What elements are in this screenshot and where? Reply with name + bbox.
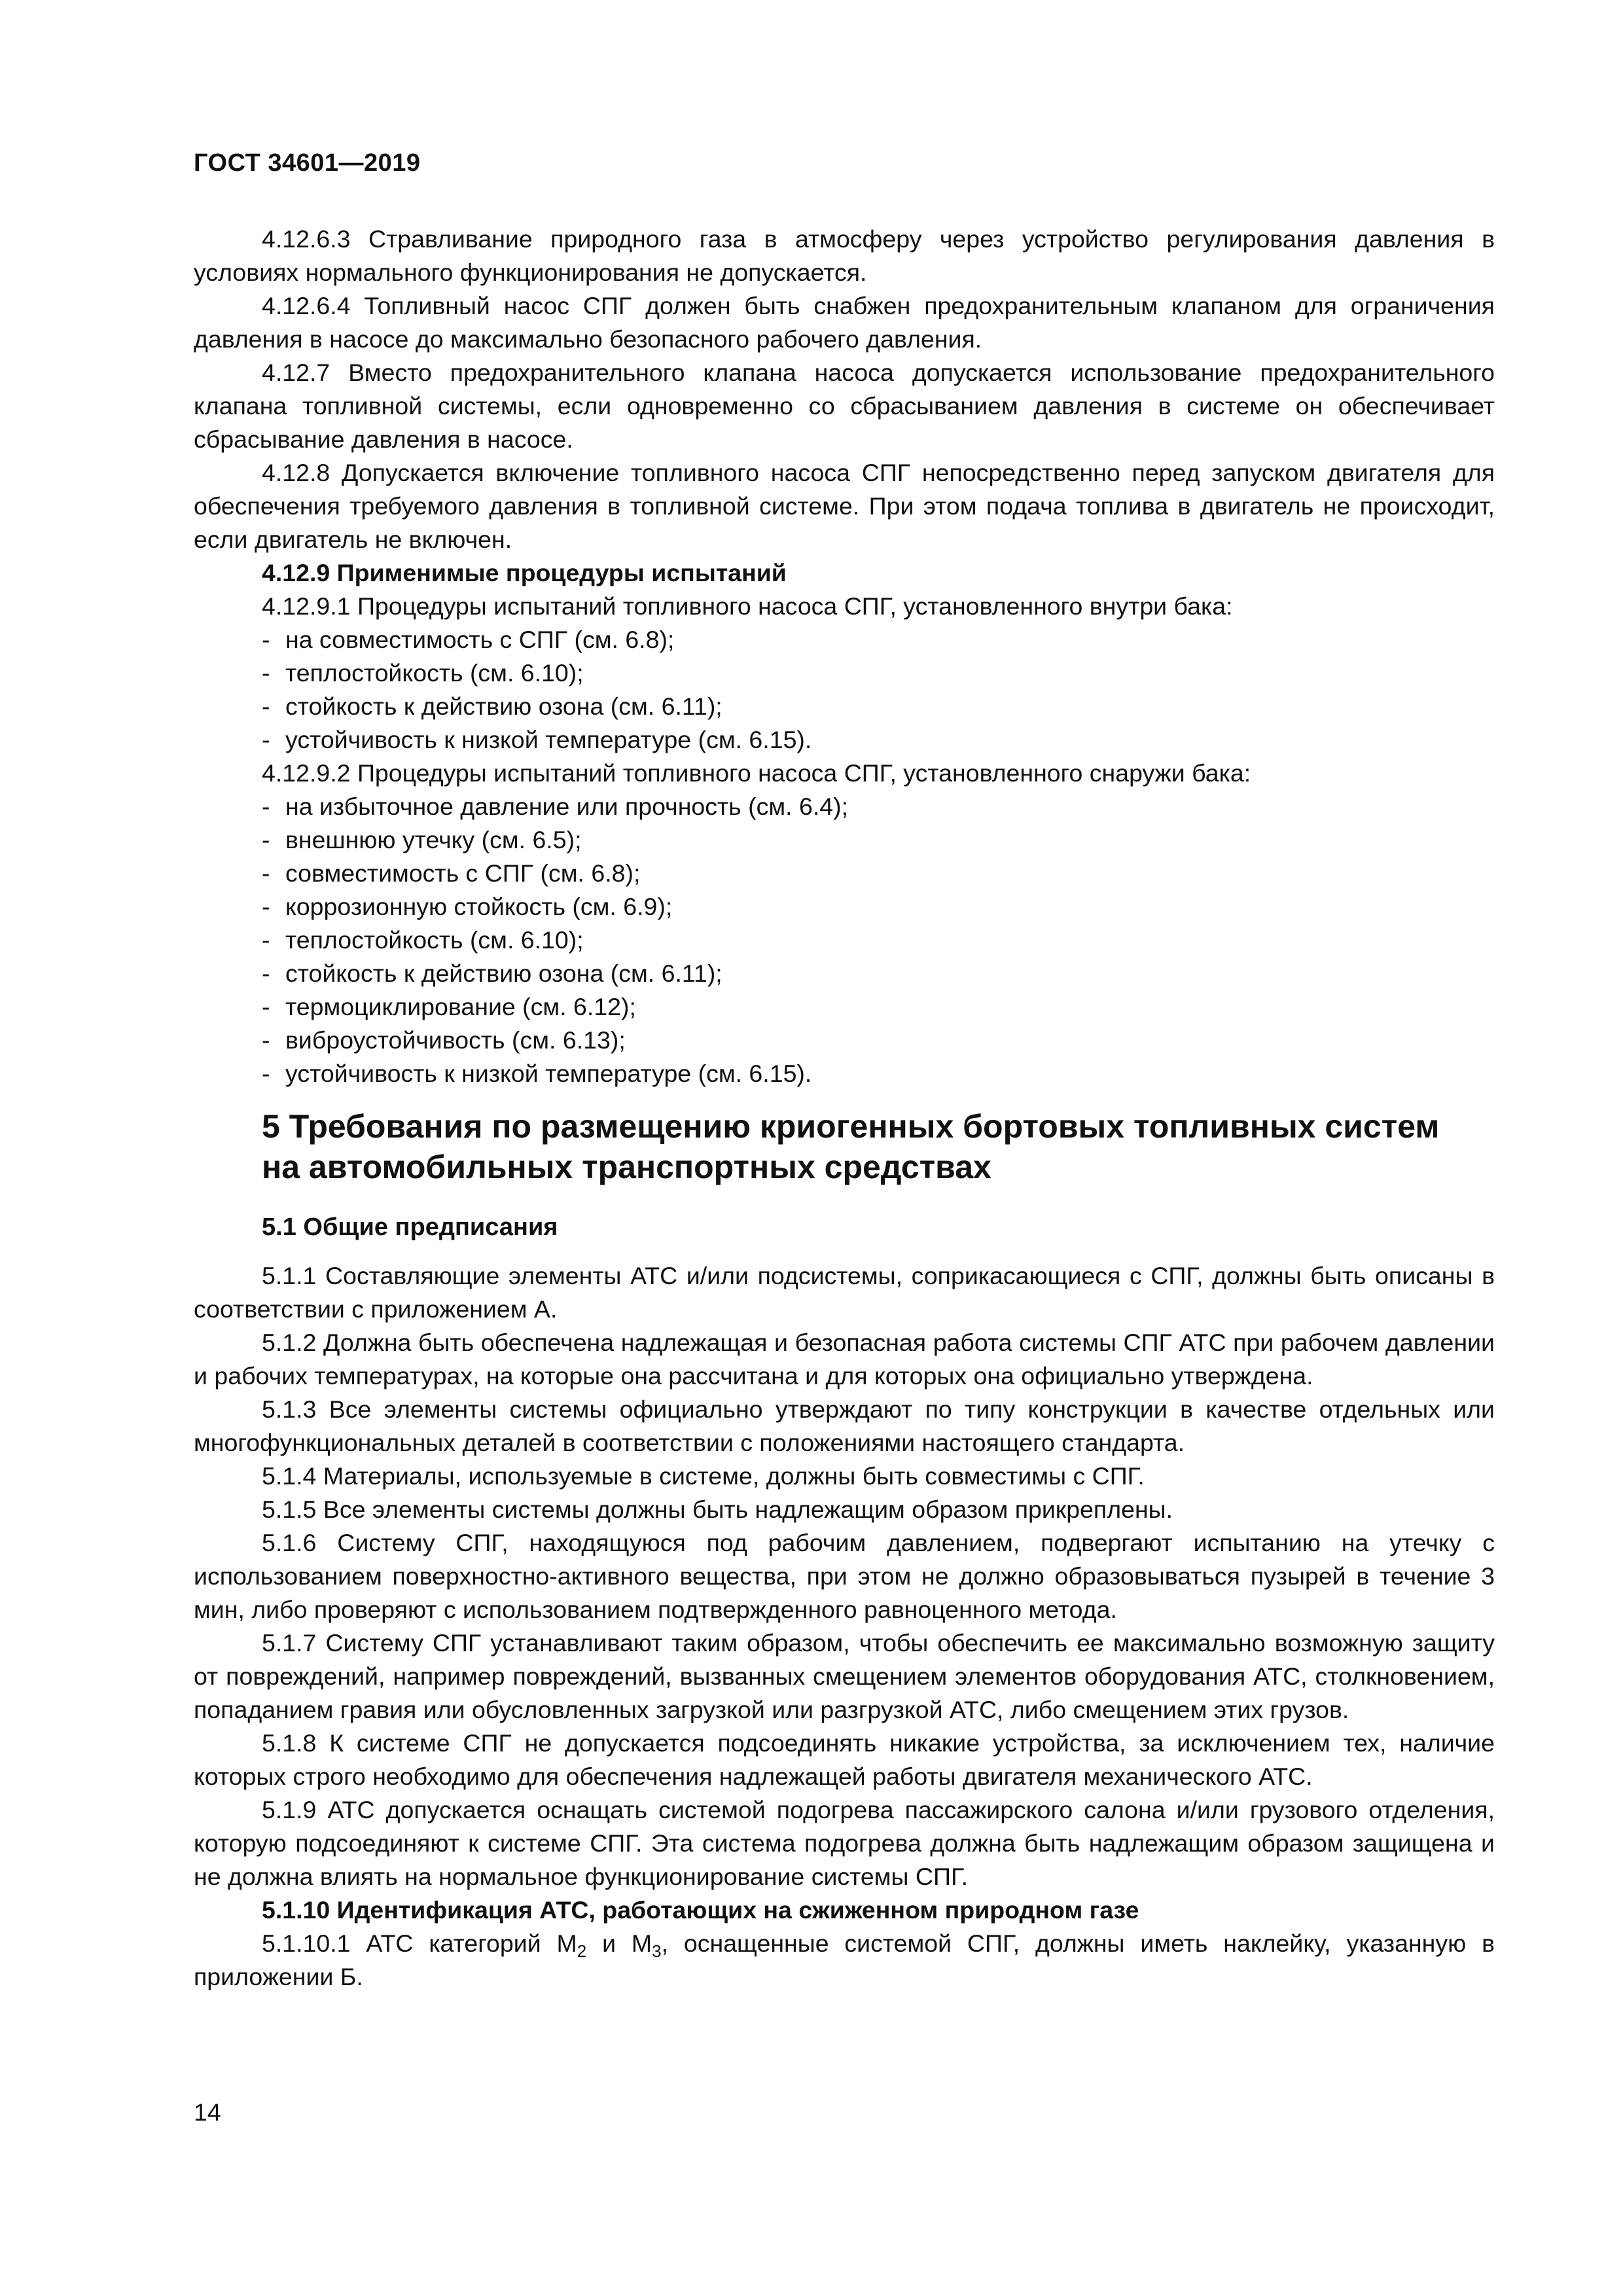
paragraph-5-1-6: 5.1.6 Систему СПГ, находящуюся под рабочим давлением, подвергают испытанию на утечку с использованием поверхностно-активного вещества, при этом не должно образовываться пузырей в течение 3 мин, либо проверяют с использованием подтвержденного равноценного метода. [194, 1529, 1495, 1623]
paragraph-5-1-8: 5.1.8 К системе СПГ не допускается подсоединять никакие устройства, за исключением тех, наличие которых строго необходимо для обеспечения надлежащей работы двигателя механического АТС. [194, 1729, 1495, 1790]
subsection-5-1 [194, 1211, 1495, 1244]
page-number: 14 [194, 2098, 221, 2126]
heading-4-12-9: 4.12.9 Применимые процедуры испытаний [262, 559, 787, 586]
paragraph-5-1-9: 5.1.9 АТС допускается оснащать системой подогрева пассажирского салона и/или грузового отделения, которую подсоединяют к системе СПГ. Эта система подогрева должна быть надлежащим образом защищена и не должна влиять на нормальное функционирование системы СПГ. [194, 1796, 1495, 1890]
list-item: - стойкость к действию озона (см. 6.11); [262, 692, 722, 720]
paragraph-4-12-9-2: 4.12.9.2 Процедуры испытаний топливного насоса СПГ, установленного снаружи бака: [262, 759, 1251, 787]
top-section [194, 223, 1495, 1090]
paragraph-5-1-5: 5.1.5 Все элементы системы должны быть надлежащим образом прикреплены. [262, 1496, 1173, 1523]
list-item: - коррозионную стойкость (см. 6.9); [262, 893, 673, 920]
list-item: - на совместимость с СПГ (см. 6.8); [262, 626, 675, 653]
list-item: - на избыточное давление или прочность (см. 6.4); [262, 793, 849, 820]
list-item: - внешнюю утечку (см. 6.5); [262, 826, 582, 853]
paragraph-4-12-6-3: 4.12.6.3 Стравливание природного газа в атмосферу через устройство регулирования давления в условиях нормального функционирования не допускается. [194, 225, 1495, 286]
test-list-inside-tank [194, 623, 1495, 757]
heading-5-1: 5.1 Общие предписания [262, 1213, 558, 1241]
paragraph-4-12-8: 4.12.8 Допускается включение топливного насоса СПГ непосредственно перед запуском двигателя для обеспечения требуемого давления в топливной системе. При этом подача топлива в двигатель не происходит, если двигатель не включен. [194, 459, 1495, 553]
test-list-outside-tank [194, 790, 1495, 1090]
section-5-title-line-1: 5 Требования по размещению криогенных бортовых топливных систем [262, 1108, 1440, 1145]
list-item: - термоциклирование (см. 6.12); [262, 993, 636, 1020]
paragraph-4-12-9-1: 4.12.9.1 Процедуры испытаний топливного насоса СПГ, установленного внутри бака: [262, 592, 1233, 620]
list-item: - устойчивость к низкой температуре (см. 6.15). [262, 1060, 812, 1087]
list-item: - виброустойчивость (см. 6.13); [262, 1026, 626, 1054]
paragraph-4-12-6-4: 4.12.6.4 Топливный насос СПГ должен быть снабжен предохранительным клапаном для ограничения давления в насосе до максимально безопасного рабочего давления. [194, 292, 1495, 353]
section-5 [194, 1106, 1495, 1187]
paragraph-5-1-7: 5.1.7 Систему СПГ устанавливают таким образом, чтобы обеспечить ее максимально возможную защиту от повреждений, например повреждений, вызванных смещением элементов оборудования АТС, столкновением, попаданием гравия или обусловленных загрузкой или разгрузкой АТС, либо смещением этих грузов. [194, 1629, 1495, 1723]
paragraph-5-1-4: 5.1.4 Материалы, используемые в системе, должны быть совместимы с СПГ. [262, 1462, 1145, 1490]
paragraph-5-1-10-1: 5.1.10.1 АТС категорий $М_2$ и $М_3$, оснащенные системой СПГ, должны иметь наклейку, указанную в приложении Б. [194, 1929, 1495, 1990]
document-code-header: ГОСТ 34601—2019 [194, 149, 421, 177]
section-5-title-line-2: на автомобильных транспортных средствах [262, 1149, 991, 1185]
list-item: - теплостойкость (см. 6.10); [262, 659, 584, 687]
heading-5-1-10: 5.1.10 Идентификация АТС, работающих на сжиженном природном газе [262, 1896, 1139, 1924]
paragraph-5-1-2: 5.1.2 Должна быть обеспечена надлежащая и безопасная работа системы СПГ АТС при рабочем давлении и рабочих температурах, на которые она рассчитана и для которых она официально утверждена. [194, 1329, 1495, 1390]
list-item: - совместимость с СПГ (см. 6.8); [262, 859, 641, 887]
paragraph-5-1-3: 5.1.3 Все элементы системы официально утверждают по типу конструкции в качестве отдельных или многофункциональных деталей в соответствии с положениями настоящего стандарта. [194, 1395, 1495, 1456]
section-5-body [194, 1259, 1495, 1994]
list-item: - устойчивость к низкой температуре (см. 6.15). [262, 726, 812, 753]
list-item: - теплостойкость (см. 6.10); [262, 926, 584, 954]
list-item: - стойкость к действию озона (см. 6.11); [262, 960, 722, 987]
paragraph-5-1-1: 5.1.1 Составляющие элементы АТС и/или подсистемы, соприкасающиеся с СПГ, должны быть описаны в соответствии с приложением А. [194, 1262, 1495, 1323]
paragraph-4-12-7: 4.12.7 Вместо предохранительного клапана насоса допускается использование предохранительного клапана топливной системы, если одновременно со сбрасыванием давления в системе он обеспечивает сбрасывание давления в насосе. [194, 359, 1495, 453]
